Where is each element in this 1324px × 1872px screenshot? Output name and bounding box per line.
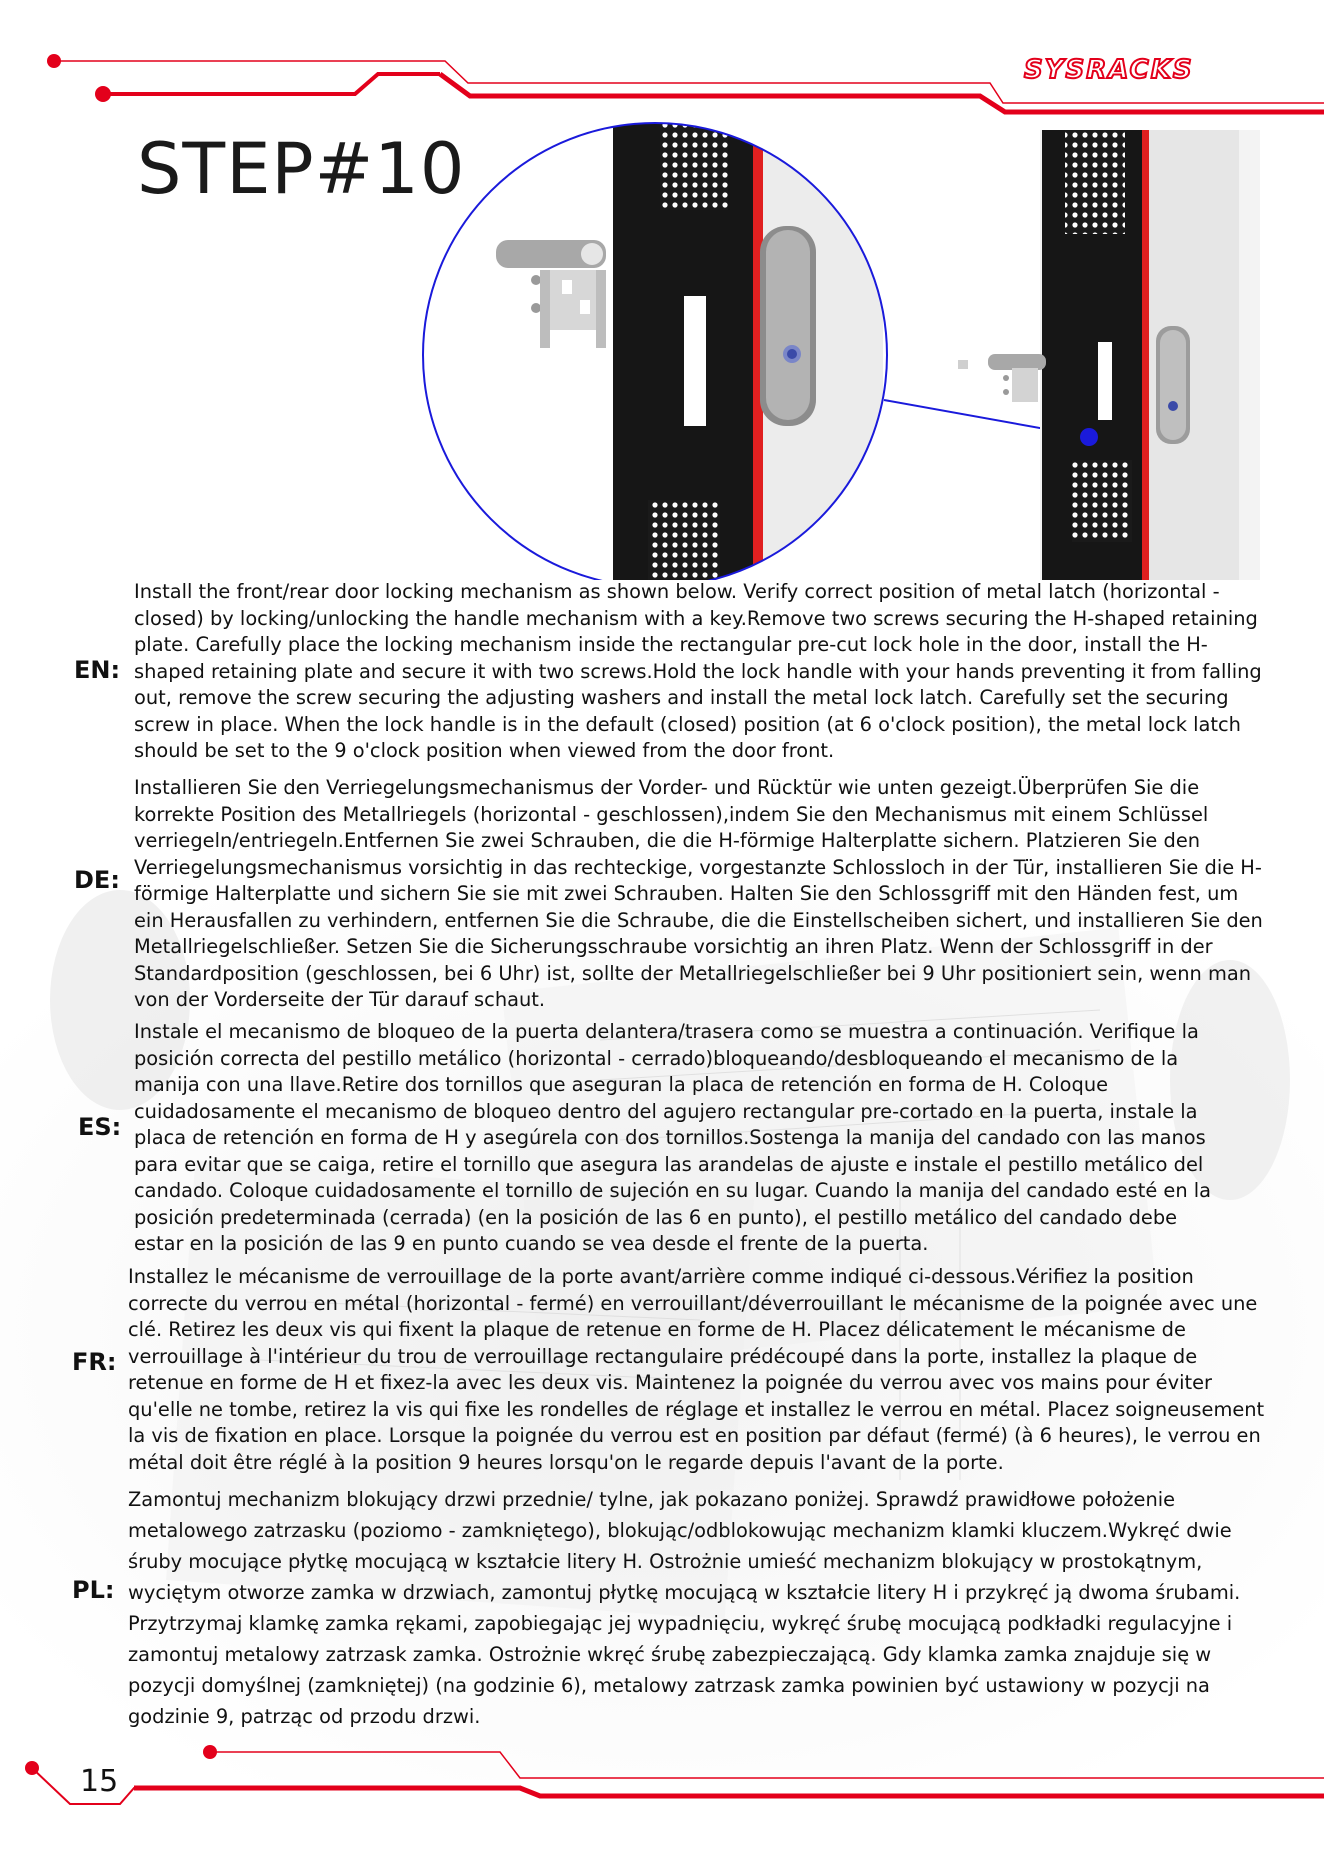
logo-text: SYSRACKS [1024, 55, 1194, 85]
language-code-de: DE: [74, 866, 120, 894]
door-overview [958, 130, 1260, 580]
language-code-es: ES: [78, 1113, 122, 1141]
step-title: STEP#10 [137, 128, 466, 210]
language-code-pl: PL: [72, 1576, 115, 1604]
instruction-text-pl: Zamontuj mechanizm blokujący drzwi przednie/ tylne, jak pokazano poniżej. Sprawdź prawidłowe położenie metalowego zatrzasku (poziomo - zamkniętego), blokując/odblokowując mechanizm klamki kluczem.Wykręć dwie śruby mocujące płytkę mocującą w kształcie litery H. Ostrożnie umieść mechanizm blokujący w prostokątnym, wyciętym otworze zamka w drzwiach, zamontuj płytkę mocującą w kształcie litery H i przykręć ją dwoma śrubami. Przytrzymaj klamkę zamka rękami, zapobiegając jej wypadnięciu, wykręć śrubę mocującą podkładki regulacyjne i zamontuj metalowy zatrzask zamka. Ostrożnie wkręć śrubę zabezpieczającą. Gdy klamka zamka znajduje się w pozycji domyślnej (zamkniętej) (na godzinie 6), metalowy zatrzask zamka powinien być ustawiony w pozycji na godzinie 9, patrząc od przodu drzwi. [128, 1488, 1241, 1728]
language-code-fr: FR: [72, 1348, 117, 1376]
instruction-text-de: Installieren Sie den Verriegelungsmechanismus der Vorder- und Rücktür wie unten gezeigt.Überprüfen Sie die korrekte Position des Metallriegels (horizontal - geschlossen),indem Sie den Mechanismus mit einem Schlüssel verriegeln/entriegeln.Entfernen Sie zwei Schrauben, die die H-förmige Halterplatte sichern. Platzieren Sie den Verriegelungsmechanismus vorsichtig in das rechteckige, vorgestanzte Schlossloch in der Tür, installieren Sie die H-förmige Halterplatte und sichern Sie sie mit zwei Schrauben. Halten Sie den Schlossgriff mit den Händen fest, um ein Herausfallen zu verhindern, entfernen Sie die Schraube, die die Einstellscheiben sichert, und installieren Sie den Metallriegelschließer. Setzen Sie die Sicherungsschraube vorsichtig an ihren Platz. Wenn der Schlossgriff in der Standardposition (geschlossen, bei 6 Uhr) ist, sollte der Metallriegelschließer bei 9 Uhr positioniert sein, wenn man von der Vorderseite der Tür darauf schaut. [134, 776, 1263, 1011]
footer-decoration [0, 1740, 1324, 1872]
instruction-text-fr: Installez le mécanisme de verrouillage de la porte avant/arrière comme indiqué ci-dessous.Vérifiez la position correcte du verrou en métal (horizontal - fermé) en verrouillant/déverrouillant le mécanisme de la poignée avec une clé. Retirez les deux vis qui fixent la plaque de retenue en forme de H. Placez délicatement le mécanisme de verrouillage à l'intérieur du trou de verrouillage rectangulaire prédécoupé dans la porte, installez la plaque de retenue en forme de H et fixez-la avec les deux vis. Maintenez la poignée du verrou avec vos mains pour éviter qu'elle ne tombe, retirez la vis qui fixe les rondelles de réglage et installez le verrou en métal. Placez soigneusement la vis de fixation en place. Lorsque la poignée du verrou est en position par défaut (fermé) (à 6 heures), le verrou en métal doit être réglé à la position 9 heures lorsqu'on le regarde depuis l'avant de la porte. [128, 1265, 1265, 1474]
instruction-text-es: Instale el mecanismo de bloqueo de la puerta delantera/trasera como se muestra a continuación. Verifique la posición correcta del pestillo metálico (horizontal - cerrado)bloqueando/desbloqueando el mecanismo de la manija con una llave.Retire dos tornillos que aseguran la placa de retención en forma de H. Coloque cuidadosamente el mecanismo de bloqueo dentro del agujero rectangular pre-cortado en la puerta, instale la placa de retención en forma de H y asegúrela con dos tornillos.Sostenga la manija del candado con las manos para evitar que se caiga, retire el tornillo que asegura las arandelas de ajuste e instale el pestillo metálico del candado. Coloque cuidadosamente el tornillo de sujeción en su lugar. Cuando la manija del candado esté en la posición predeterminada (cerrada) (en la posición de las 6 en punto), el pestillo metálico del candado debe estar en la posición de las 9 en punto cuando se vea desde el frente de la puerta. [134, 1020, 1212, 1255]
zoom-detail [400, 110, 920, 580]
page-number: 15 [80, 1764, 119, 1799]
door-lock-illustration [400, 110, 1260, 580]
instruction-text-en: Install the front/rear door locking mechanism as shown below. Verify correct position of metal latch (horizontal - closed) by locking/unlocking the handle mechanism with a key.Remove two screws securing the H-shaped retaining plate. Carefully place the locking mechanism inside the rectangular pre-cut lock hole in the door, install the H-shaped retaining plate and secure it with two screws.Hold the lock handle with your hands preventing it from falling out, remove the screw securing the adjusting washers and install the metal lock latch. Carefully set the securing screw in place. When the lock handle is in the default (closed) position (at 6 o'clock position), the metal lock latch should be set to the 9 o'clock position when viewed from the door front. [134, 580, 1262, 762]
language-code-en: EN: [74, 656, 121, 684]
sysracks-logo [1020, 50, 1260, 86]
